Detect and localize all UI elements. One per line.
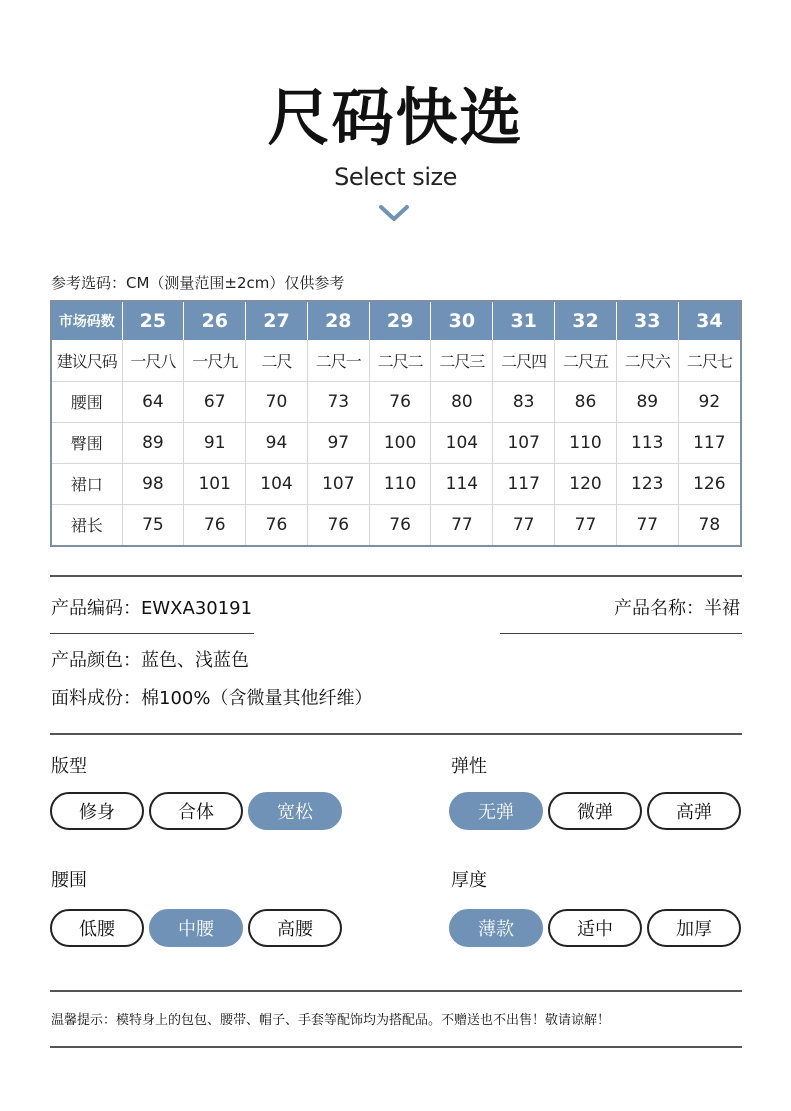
- notice-text: 温馨提示：模特身上的包包、腰带、帽子、手套等配饰均为搭配品。不赠送也不出售！敬请谅解！: [51, 1013, 611, 1028]
- table-cell: 100: [369, 422, 431, 463]
- size-header-cell: 25: [122, 302, 184, 340]
- waist-option: 中腰: [149, 909, 243, 947]
- divider-short: [50, 633, 254, 634]
- size-header-cell: 28: [307, 302, 369, 340]
- elasticity-option: 微弹: [548, 792, 642, 830]
- thickness-option: 适中: [548, 909, 642, 947]
- elasticity-option: 无弹: [449, 792, 543, 830]
- waist-title: 腰围: [51, 870, 87, 891]
- table-cell: 二尺六: [616, 340, 678, 381]
- row-label: 裙长: [52, 504, 122, 545]
- table-cell: 126: [678, 463, 740, 504]
- table-cell: 二尺二: [369, 340, 431, 381]
- table-cell: 117: [493, 463, 555, 504]
- size-table: [50, 300, 742, 547]
- table-cell: 92: [678, 381, 740, 422]
- table-cell: 二尺一: [307, 340, 369, 381]
- fit-title: 版型: [51, 756, 87, 777]
- page-title: 尺码快选: [267, 81, 524, 154]
- table-cell: 86: [555, 381, 617, 422]
- product-fabric: 面料成份：棉100%（含微量其他纤维）: [51, 688, 373, 709]
- size-header-cell: 29: [369, 302, 431, 340]
- table-cell: 二尺五: [555, 340, 617, 381]
- table-cell: 97: [307, 422, 369, 463]
- table-cell: 76: [184, 504, 246, 545]
- row-label: 建议尺码: [52, 340, 122, 381]
- table-cell: 104: [431, 422, 493, 463]
- table-cell: 二尺: [246, 340, 308, 381]
- fit-options: [50, 792, 342, 830]
- table-cell: 67: [184, 381, 246, 422]
- table-cell: 80: [431, 381, 493, 422]
- table-cell: 113: [616, 422, 678, 463]
- table-cell: 70: [246, 381, 308, 422]
- thickness-options: [449, 909, 741, 947]
- table-cell: 117: [678, 422, 740, 463]
- table-cell: 114: [431, 463, 493, 504]
- table-cell: 64: [122, 381, 184, 422]
- table-cell: 一尺九: [184, 340, 246, 381]
- table-cell: 101: [184, 463, 246, 504]
- row-label: 裙口: [52, 463, 122, 504]
- table-cell: 77: [616, 504, 678, 545]
- table-cell: 一尺八: [122, 340, 184, 381]
- table-cell: 110: [555, 422, 617, 463]
- page-subtitle: Select size: [334, 163, 457, 191]
- table-cell: 120: [555, 463, 617, 504]
- table-cell: 89: [122, 422, 184, 463]
- table-cell: 76: [369, 381, 431, 422]
- table-cell: 78: [698, 514, 721, 535]
- table-cell: 104: [246, 463, 308, 504]
- table-cell: 76: [369, 504, 431, 545]
- row-label: 腰围: [52, 381, 122, 422]
- table-cell: 89: [616, 381, 678, 422]
- table-cell: 76: [246, 504, 308, 545]
- row-label: 臀围: [52, 422, 122, 463]
- table-cell: 二尺四: [493, 340, 555, 381]
- size-header-cell: 30: [431, 302, 493, 340]
- fit-option: 修身: [50, 792, 144, 830]
- divider: [50, 575, 742, 577]
- table-cell: 二尺七: [678, 340, 740, 381]
- thickness-option: 薄款: [449, 909, 543, 947]
- table-cell: 77: [555, 504, 617, 545]
- divider: [50, 990, 742, 992]
- size-header-cell: 26: [184, 302, 246, 340]
- elasticity-options: [449, 792, 741, 830]
- size-header-cell: 31: [493, 302, 555, 340]
- elasticity-option: 高弹: [647, 792, 741, 830]
- product-name: 产品名称：半裙: [614, 598, 740, 619]
- table-cell: 77: [431, 504, 493, 545]
- table-cell: 75: [122, 504, 184, 545]
- table-row: [52, 463, 740, 504]
- waist-options: [50, 909, 342, 947]
- table-cell: 107: [493, 422, 555, 463]
- table-cell: 二尺三: [431, 340, 493, 381]
- table-cell: 73: [307, 381, 369, 422]
- thickness-option: 加厚: [647, 909, 741, 947]
- table-row: [52, 422, 740, 463]
- fit-option: 宽松: [248, 792, 342, 830]
- size-table-header-row: [52, 302, 740, 340]
- product-code: 产品编码：EWXA30191: [51, 598, 253, 619]
- fit-option: 合体: [149, 792, 243, 830]
- size-header-cell: 33: [616, 302, 678, 340]
- size-header-cell: 27: [246, 302, 308, 340]
- table-cell: 98: [122, 463, 184, 504]
- table-row: [52, 504, 740, 545]
- table-cell: 123: [616, 463, 678, 504]
- table-cell: 107: [307, 463, 369, 504]
- waist-option: 低腰: [50, 909, 144, 947]
- table-cell: 91: [184, 422, 246, 463]
- product-color: 产品颜色：蓝色、浅蓝色: [51, 650, 249, 671]
- table-cell: 110: [369, 463, 431, 504]
- size-header-cell: 34: [678, 302, 740, 340]
- elasticity-title: 弹性: [451, 756, 487, 777]
- table-cell: 83: [493, 381, 555, 422]
- table-cell: 94: [246, 422, 308, 463]
- table-row: [52, 340, 740, 381]
- size-header-cell: 32: [555, 302, 617, 340]
- header-cell: 市场码数: [52, 302, 122, 340]
- divider: [50, 1046, 742, 1048]
- table-cell: 77: [493, 504, 555, 545]
- chevron-down-icon: [378, 203, 410, 223]
- divider-short: [500, 633, 742, 634]
- table-row: [52, 381, 740, 422]
- reference-note: 参考选码：CM（测量范围±2cm）仅供参考: [51, 274, 345, 292]
- thickness-title: 厚度: [451, 870, 487, 891]
- table-cell: 76: [307, 504, 369, 545]
- waist-option: 高腰: [248, 909, 342, 947]
- divider: [50, 733, 742, 735]
